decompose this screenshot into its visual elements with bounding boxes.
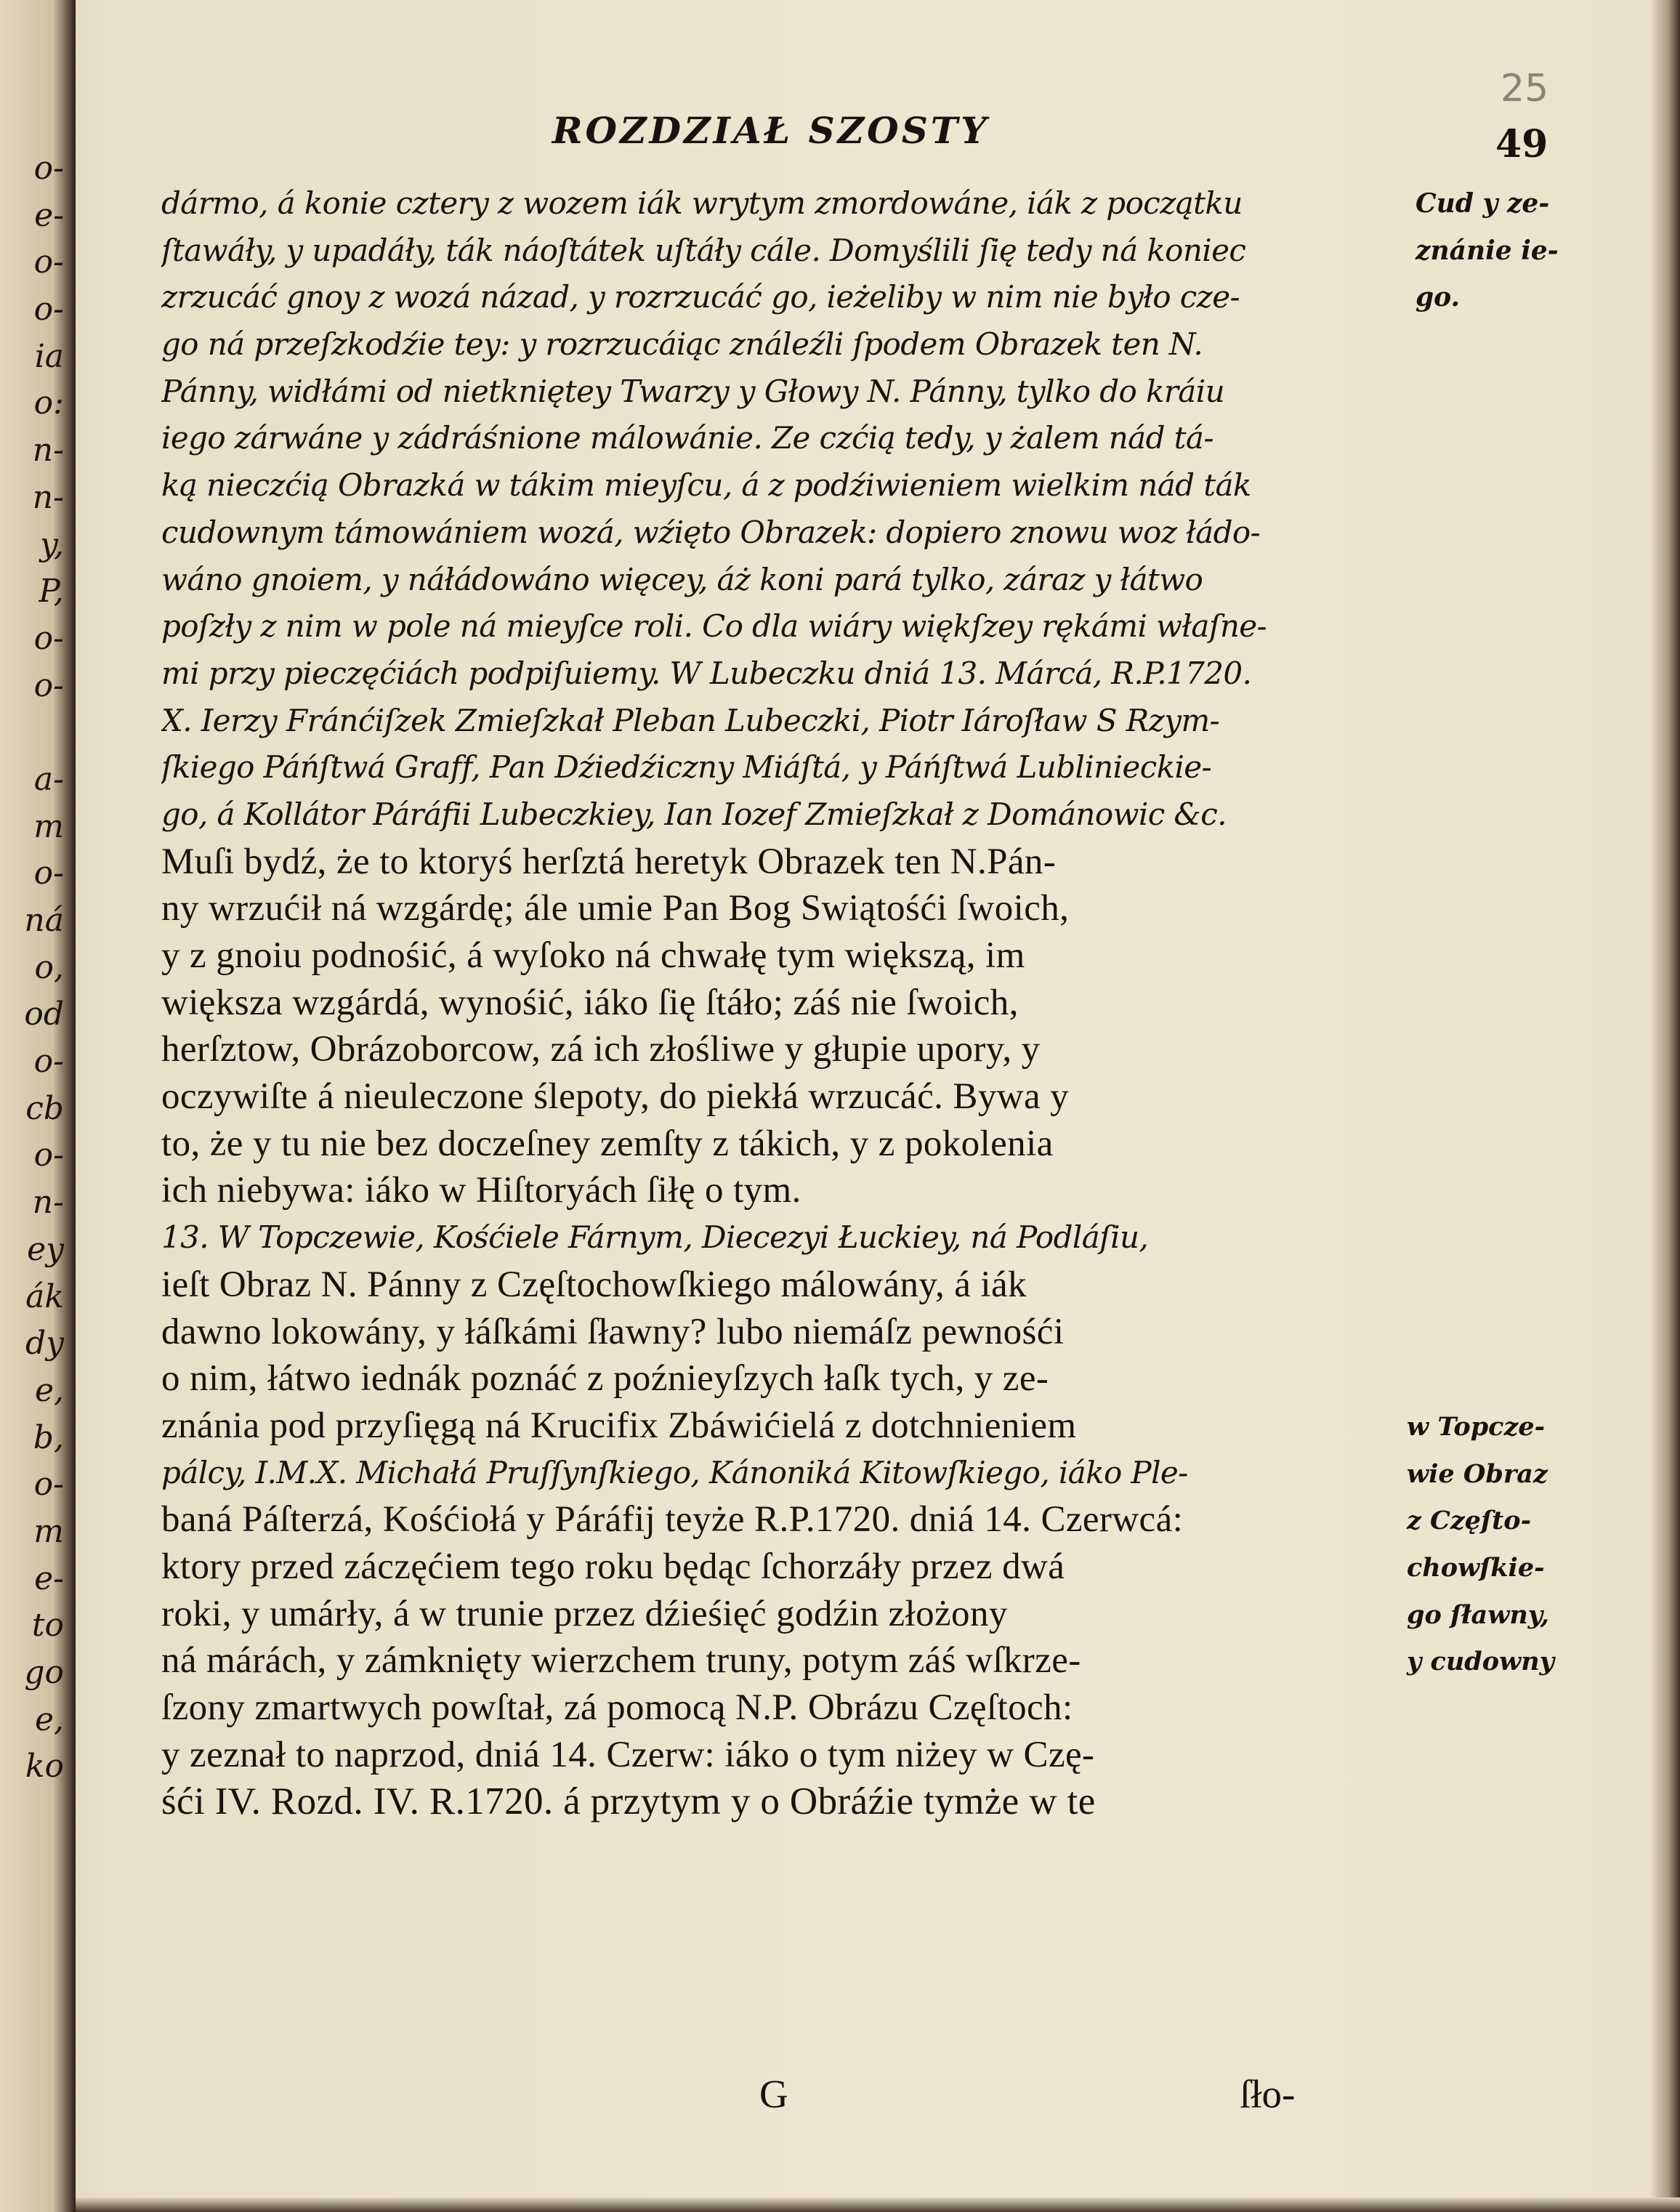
- previous-page-fragment: P,: [39, 573, 64, 610]
- text-line: pálcy, I.M.X. Michałá Pruſſynſkiego, Kánoniká Kitowſkiego, iáko Ple-: [161, 1454, 1188, 1490]
- previous-page-fragment: e-: [34, 196, 64, 234]
- previous-page-fragment: o,: [34, 948, 64, 986]
- text-line: Muſi bydź, że to ktoryś herſztá heretyk Obrazek ten N.Pán-: [161, 841, 1057, 882]
- previous-page-fragment: ná: [24, 902, 64, 939]
- previous-page-fragments: [4, 145, 64, 2035]
- marginal-line: z Częſto-: [1407, 1506, 1532, 1536]
- previous-page-fragment: o-: [33, 666, 64, 704]
- previous-page-fragment: ko: [25, 1748, 64, 1785]
- previous-page-fragment: o-: [33, 1466, 64, 1503]
- marginal-note-miracle: [1416, 180, 1559, 321]
- previous-page-fragment: dy: [25, 1325, 64, 1363]
- previous-page-fragment: cb: [25, 1089, 64, 1127]
- catchword: ſło-: [1240, 2072, 1296, 2116]
- previous-page-fragment: e,: [34, 1371, 64, 1409]
- previous-page-fragment: o-: [33, 1043, 64, 1081]
- text-line: ſtawáły, y upadáły, ták náoſtátek uſtáły cále. Domyślili ſię tedy ná koniec: [161, 232, 1246, 268]
- text-line: ką nieczćią Obrazká w tákim mieyſcu, á z podźiwieniem wielkim nád ták: [161, 467, 1251, 504]
- text-line: ny wrzućił ná wzgárdę; ále umie Pan Bog Swiątośći ſwoich,: [161, 888, 1070, 929]
- previous-page-fragment: to: [31, 1607, 64, 1644]
- previous-page-fragment: y,: [40, 525, 64, 563]
- previous-page-fragment: m: [33, 1512, 64, 1550]
- previous-page-fragment: o-: [33, 150, 64, 187]
- previous-page-fragment: n-: [32, 1184, 64, 1222]
- previous-page-fragment: ia: [34, 337, 64, 375]
- text-line: go, á Kollátor Páráfii Lubeczkiey, Ian Iozef Zmieſzkał z Dománowic &c.: [161, 796, 1227, 832]
- previous-page-fragment: [4, 709, 64, 756]
- main-text-block: [161, 180, 1397, 1825]
- previous-page-fragment: o-: [33, 243, 64, 281]
- previous-page-fragment: ák: [25, 1277, 64, 1315]
- text-line: X. Ierzy Fránćiſzek Zmieſzkał Pleban Lubeczki, Piotr Iároſław S Rzym-: [161, 702, 1220, 738]
- previous-page-fragment: e,: [34, 1700, 64, 1738]
- previous-page-fragment: n-: [32, 432, 64, 469]
- marginal-line: chowſkie-: [1407, 1553, 1545, 1583]
- marginal-line: go.: [1416, 282, 1461, 313]
- text-line: Pánny, widłámi od nietkniętey Twarzy y Głowy N. Pánny, tylko do kráiu: [161, 373, 1225, 409]
- text-line: śći IV. Rozd. IV. R.1720. á przytym y o Obráźie tymże w te: [161, 1780, 1096, 1823]
- marginal-line: Cud y ze-: [1416, 188, 1550, 219]
- marginal-line: w Topcze-: [1407, 1412, 1546, 1442]
- text-line: y z gnoiu podnośić, á wyſoko ná chwałę tym większą, im: [161, 935, 1025, 976]
- pencil-folio-number: 25: [1501, 67, 1549, 110]
- signature-mark: G: [759, 2072, 788, 2116]
- text-line: ieſt Obraz N. Pánny z Częſtochowſkiego málowány, á iák: [161, 1264, 1027, 1305]
- text-line: znánia pod przyſięgą ná Krucifix Zbáwićielá z dotchnieniem: [161, 1405, 1077, 1446]
- text-line: ich niebywa: iáko w Hiſtoryách ſiłę o tym.: [161, 1170, 801, 1211]
- text-line: ktory przed záczęćiem tego roku będąc ſchorzáły przez dwá: [161, 1546, 1065, 1587]
- text-line: o nim, łátwo iednák poznáć z poźnieyſzych łaſk tych, y ze-: [161, 1358, 1049, 1400]
- text-line: 13. W Topczewie, Kośćiele Fárnym, Diecezyi Łuckiey, ná Podláſiu,: [161, 1219, 1149, 1256]
- page-edge-bottom: [76, 2197, 1680, 2212]
- text-line: ſzony zmartwych powſtał, zá pomocą N.P. Obrázu Częſtoch:: [161, 1687, 1073, 1728]
- previous-page-fragment: b,: [33, 1418, 64, 1456]
- previous-page-fragment: a-: [33, 760, 64, 798]
- text-line: wáno gnoiem, y náłádowáno więcey, áż koni pará tylko, záraz y łátwo: [161, 561, 1203, 597]
- text-line: roki, y umárły, á w trunie przez dźieśięć godźin złożony: [161, 1593, 1008, 1634]
- text-line: ſkiego Páńſtwá Graff, Pan Dźiedźiczny Miáſtá, y Páńſtwá Lublinieckie-: [161, 749, 1212, 786]
- previous-page-fragment: o-: [33, 619, 64, 657]
- previous-page-fragment: n-: [32, 478, 64, 516]
- page-number: 49: [1495, 122, 1548, 166]
- text-line: mi przy pieczęćiách podpiſuiemy. W Lubeczku dniá 13. Márcá, R.P.1720.: [161, 655, 1252, 691]
- previous-page-fragment: od: [24, 996, 64, 1033]
- text-line: dármo, á konie cztery z wozem iák wrytym zmordowáne, iák z początku: [161, 185, 1243, 221]
- previous-page-fragment: o:: [33, 384, 64, 422]
- text-line: oczywiſte á nieuleczone ślepoty, do piekłá wrzucáć. Bywa y: [161, 1076, 1070, 1118]
- text-line: to, że y tu nie bez doczeſney zemſty z tákich, y z pokolenia: [161, 1123, 1054, 1164]
- marginal-line: go ſławny,: [1407, 1599, 1549, 1630]
- previous-page-fragment: m: [33, 807, 64, 845]
- previous-page-fragment: ey: [27, 1230, 64, 1268]
- previous-page-fragment: o-: [33, 291, 64, 328]
- text-line: herſztow, Obrázoborcow, zá ich złośliwe y głupie upory, y: [161, 1029, 1041, 1070]
- previous-page-fragment: go: [24, 1654, 64, 1691]
- running-head: ROZDZIAŁ SZOSTY: [552, 109, 990, 152]
- text-line: y zeznał to naprzod, dniá 14. Czerw: iáko o tym niżey w Czę-: [161, 1734, 1095, 1775]
- previous-page-fragment: o-: [33, 855, 64, 892]
- page-edge-right: [1651, 0, 1680, 2212]
- previous-page-fragment: e-: [34, 1559, 64, 1597]
- previous-page-fragment: o-: [33, 1137, 64, 1174]
- marginal-line: wie Obraz: [1407, 1458, 1548, 1489]
- marginal-line: znánie ie-: [1416, 235, 1559, 266]
- marginal-note-topczewo: [1407, 1404, 1554, 1686]
- text-line: baná Páſterzá, Kośćiołá y Páráfij teyże R.P.1720. dniá 14. Czerwcá:: [161, 1499, 1184, 1541]
- text-line: iego zárwáne y zádráśnione málowánie. Ze czćią tedy, y żalem nád tá-: [161, 420, 1213, 456]
- text-line: zrzucáć gnoy z wozá názad, y rozrzucáć go, ieżeliby w nim nie było cze-: [161, 279, 1240, 315]
- text-line: poſzły z nim w pole ná mieyſce roli. Co dla wiáry więkſzey rękámi właſne-: [161, 608, 1267, 645]
- text-line: ná márách, y zámknięty wierzchem truny, potym záś wſkrze-: [161, 1640, 1081, 1682]
- text-line: dawno lokowány, y łáſkámi ſławny? lubo niemáſz pewnośći: [161, 1311, 1065, 1352]
- text-line: cudownym támowániem wozá, wźięto Obrazek: dopiero znowu woz łádo-: [161, 514, 1261, 550]
- text-line: go ná przeſzkodźie tey: y rozrzucáiąc ználeźli ſpodem Obrazek ten N.: [161, 326, 1203, 363]
- marginal-line: y cudowny: [1407, 1647, 1555, 1677]
- text-line: większa wzgárdá, wynośić, iáko ſię ſtáło; záś nie ſwoich,: [161, 982, 1019, 1023]
